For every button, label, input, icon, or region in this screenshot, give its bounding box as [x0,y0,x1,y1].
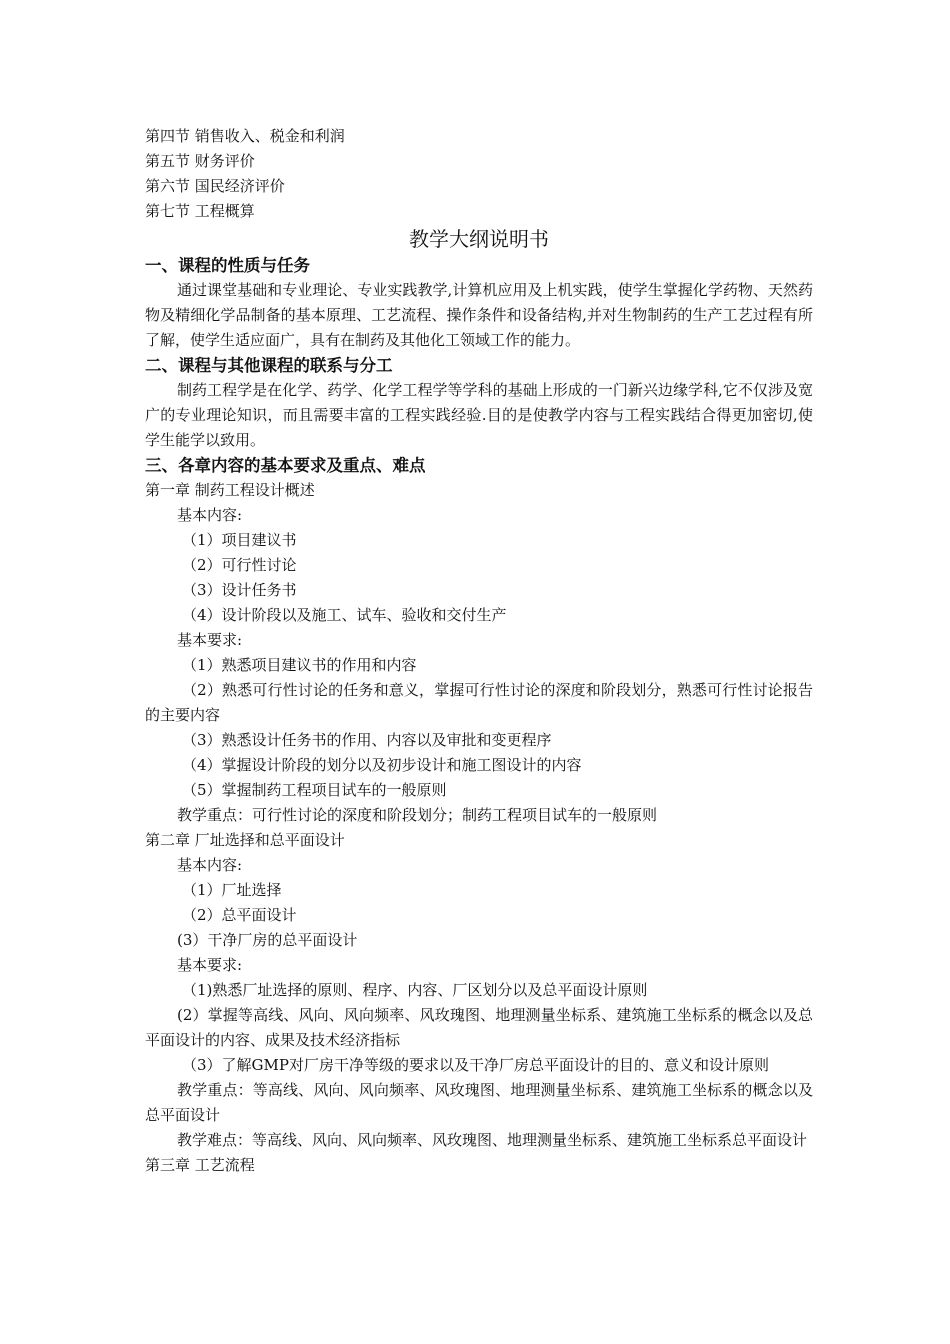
document-page [145,124,813,1178]
basic-content-label: 基本内容: [177,506,243,524]
teaching-key-points: 教学重点：可行性讨论的深度和阶段划分；制药工程项目试车的一般原则 [177,806,658,824]
paragraph-nature: 通过课堂基础和专业理论、专业实践教学,计算机应用及上机实践，使学生掌握化学药物、天然药物及精细化学品制备的基本原理、工艺流程、操作条件和设备结构,并对生物制药的生产工艺过程有所了解，使学生适应面广，具有在制药及其他化工领域工作的能力。 [145,281,813,349]
list-item: （2）熟悉可行性讨论的任务和意义，掌握可行性讨论的深度和阶段划分，熟悉可行性讨论报告的主要内容 [145,681,813,724]
list-item: （4）设计阶段以及施工、试车、验收和交付生产 [182,606,507,624]
teaching-difficult-points: 教学难点：等高线、风向、风向频率、风玫瑰图、地理测量坐标系、建筑施工坐标系总平面设计 [177,1131,808,1149]
paragraph-relation: 制药工程学是在化学、药学、化学工程学等学科的基础上形成的一门新兴边缘学科,它不仅涉及宽广的专业理论知识，而且需要丰富的工程实践经验.目的是使教学内容与工程实践结合得更加密切,使学生能学以致用。 [145,381,813,449]
toc-item: 第六节 国民经济评价 [145,177,285,195]
document-title: 教学大纲说明书 [409,227,549,251]
list-item: （2）总平面设计 [182,906,297,924]
chapter-title: 第二章 厂址选择和总平面设计 [145,831,345,849]
list-item: （1）项目建议书 [182,531,297,549]
basic-content-label: 基本内容: [177,856,243,874]
list-item: （1)熟悉厂址选择的原则、程序、内容、厂区划分以及总平面设计原则 [182,981,648,999]
section-heading-nature: 一、课程的性质与任务 [145,256,310,275]
list-item: （3）熟悉设计任务书的作用、内容以及审批和变更程序 [182,731,552,749]
list-item: （3）设计任务书 [182,581,297,599]
list-item: （1）熟悉项目建议书的作用和内容 [182,656,417,674]
chapter-title: 第三章 工艺流程 [145,1156,255,1174]
list-item: (3）干净厂房的总平面设计 [177,931,358,949]
section-heading-relation: 二、课程与其他课程的联系与分工 [145,356,393,375]
list-item: （2）可行性讨论 [182,556,297,574]
list-item: （1）厂址选择 [182,881,282,899]
basic-requirement-label: 基本要求: [177,956,243,974]
chapter-title: 第一章 制药工程设计概述 [145,481,315,499]
list-item-wrapper [145,678,813,728]
list-item: （4）掌握设计阶段的划分以及初步设计和施工图设计的内容 [182,756,582,774]
basic-requirement-label: 基本要求: [177,631,243,649]
toc-item: 第五节 财务评价 [145,152,255,170]
list-item: (2）掌握等高线、风向、风向频率、风玫瑰图、地理测量坐标系、建筑施工坐标系的概念以及总平面设计的内容、成果及技术经济指标 [145,1006,813,1049]
list-item: （3）了解GMP对厂房干净等级的要求以及干净厂房总平面设计的目的、意义和设计原则 [182,1056,769,1074]
toc-item: 第四节 销售收入、税金和利润 [145,127,345,145]
toc-item: 第七节 工程概算 [145,202,255,220]
section-heading-chapters: 三、各章内容的基本要求及重点、难点 [145,456,426,475]
teaching-key-points: 教学重点：等高线、风向、风向频率、风玫瑰图、地理测量坐标系、建筑施工坐标系的概念以及总平面设计 [145,1081,813,1124]
list-item: （5）掌握制药工程项目试车的一般原则 [182,781,447,799]
